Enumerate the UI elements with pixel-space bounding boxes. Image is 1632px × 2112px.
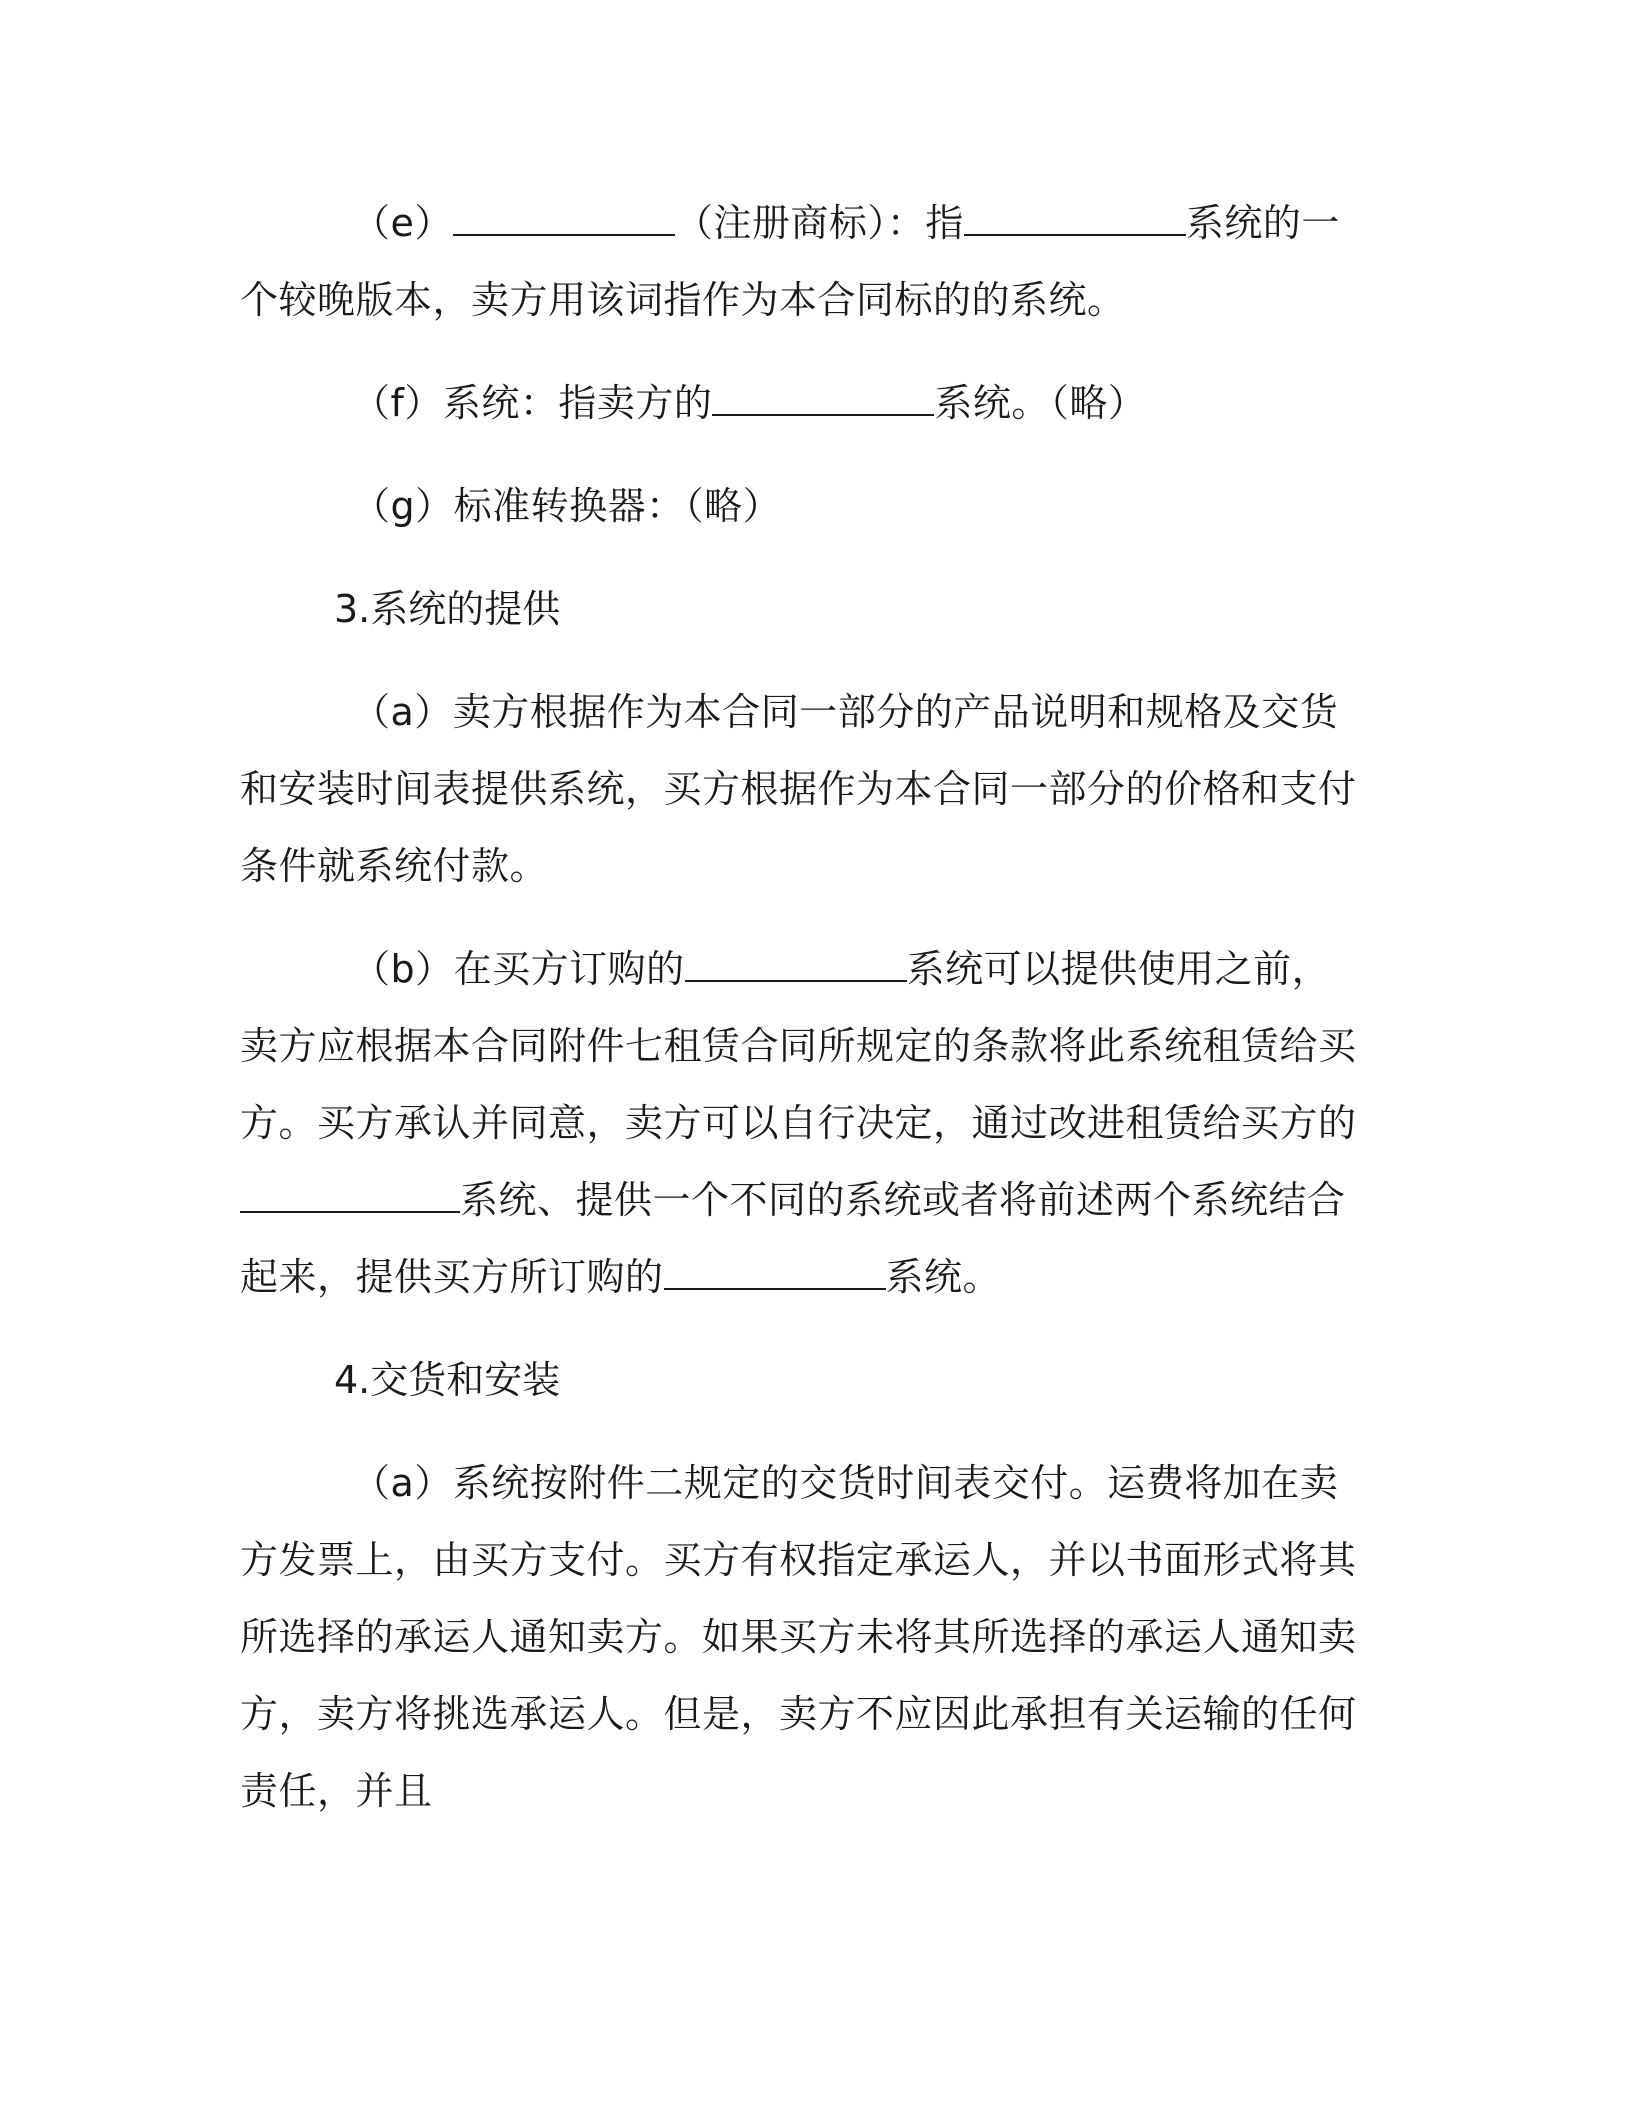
clause-3b-part4: 系统。	[885, 1255, 1002, 1299]
clause-3b	[240, 931, 1360, 1316]
blank-field[interactable]	[964, 204, 1186, 236]
clause-3b-part2: 系统可以提供使用之前，卖方应根据本合同附件七租赁合同所规定的条款将此系统租赁给买方。买方承认并同意，卖方可以自行决定，通过改进租赁给买方的	[240, 947, 1357, 1145]
clause-2g-text: （g）标准转换器：（略）	[352, 484, 782, 528]
section-3-heading: 3.系统的提供	[334, 587, 561, 631]
blank-field-continued[interactable]	[390, 1181, 460, 1213]
clause-2f	[240, 365, 1360, 442]
clause-3b-part1: （b）在买方订购的	[352, 947, 685, 991]
clause-2f-after: 系统。（略）	[934, 381, 1147, 425]
blank-field[interactable]	[712, 384, 934, 416]
blank-field[interactable]	[453, 204, 675, 236]
section-4-heading: 4.交货和安装	[334, 1358, 561, 1402]
clause-3a: （a）卖方根据作为本合同一部分的产品说明和规格及交货和安装时间表提供系统，买方根据作为本合同一部分的价格和支付条件就系统付款。	[240, 690, 1357, 888]
blank-field[interactable]	[240, 1181, 390, 1213]
clause-2e	[240, 185, 1360, 339]
clause-2e-definition: 系统的一个较晚版本，卖方用该词指作为本合同标的的系统。	[240, 201, 1340, 322]
clause-3b-part3: 系统、提供一个不同的系统或者将前述两个系统结合起来，提供买方所订购的	[240, 1178, 1346, 1299]
clause-2g	[240, 468, 1360, 545]
clause-4a: （a）系统按附件二规定的交货时间表交付。运费将加在卖方发票上，由买方支付。买方有权指定承运人，并以书面形式将其所选择的承运人通知卖方。如果买方未将其所选择的承运人通知卖方，卖方将挑选承运人。但是，卖方不应因此承担有关运输的任何责任，并且	[240, 1461, 1357, 1813]
clause-2f-text: （f）系统：指卖方的	[352, 381, 713, 425]
blank-field[interactable]	[685, 950, 907, 982]
clause-2e-label: （e）	[352, 201, 453, 245]
document-body	[240, 185, 1360, 1856]
clause-2e-trademark: （注册商标）：指	[674, 201, 964, 245]
blank-field[interactable]	[664, 1258, 886, 1290]
